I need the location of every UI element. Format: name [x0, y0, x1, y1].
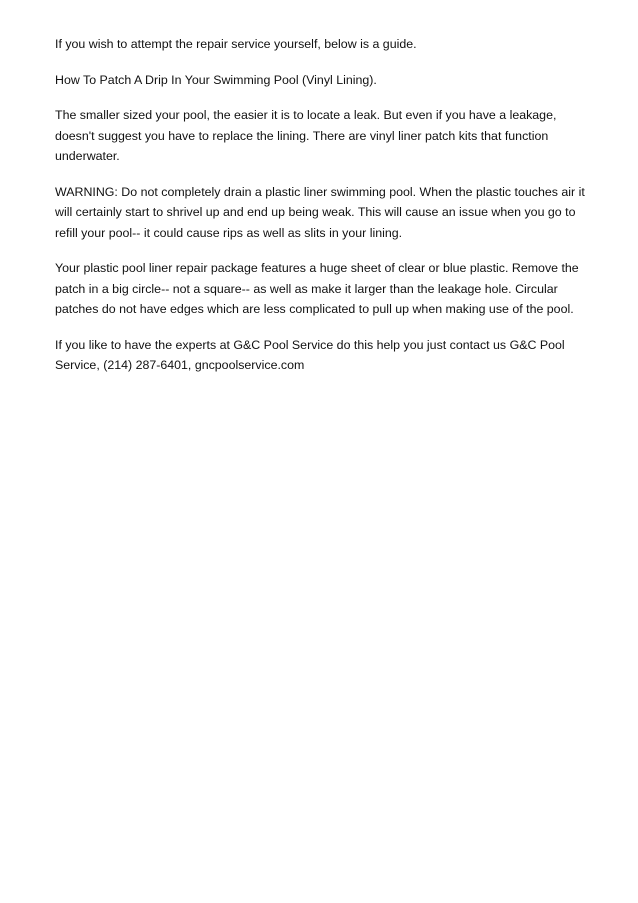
- document-body: [55, 34, 595, 391]
- body-paragraph-patch: Your plastic pool liner repair package features a huge sheet of clear or blue plastic. Remove the patch in a big circle-- not a square-- as well as make it larger than the leakage hole. Circular patches do not have edges which are less complicated to pull up when making use of the pool.: [55, 261, 579, 316]
- contact-paragraph: If you like to have the experts at G&C Pool Service do this help you just contact us G&C Pool Service, (214) 287-6401, gncpoolservice.com: [55, 337, 565, 372]
- intro-paragraph: If you wish to attempt the repair service yourself, below is a guide.: [55, 37, 417, 51]
- body-paragraph-leak: The smaller sized your pool, the easier it is to locate a leak. But even if you have a leakage, doesn't suggest you have to replace the lining. There are vinyl liner patch kits that function underwater.: [55, 108, 557, 163]
- warning-paragraph: WARNING: Do not completely drain a plastic liner swimming pool. When the plastic touches air it will certainly start to shrivel up and end up being weak. This will cause an issue when you go to refill your pool-- it could cause rips as well as slits in your lining.: [55, 184, 585, 240]
- section-heading: How To Patch A Drip In Your Swimming Pool (Vinyl Lining).: [55, 72, 377, 87]
